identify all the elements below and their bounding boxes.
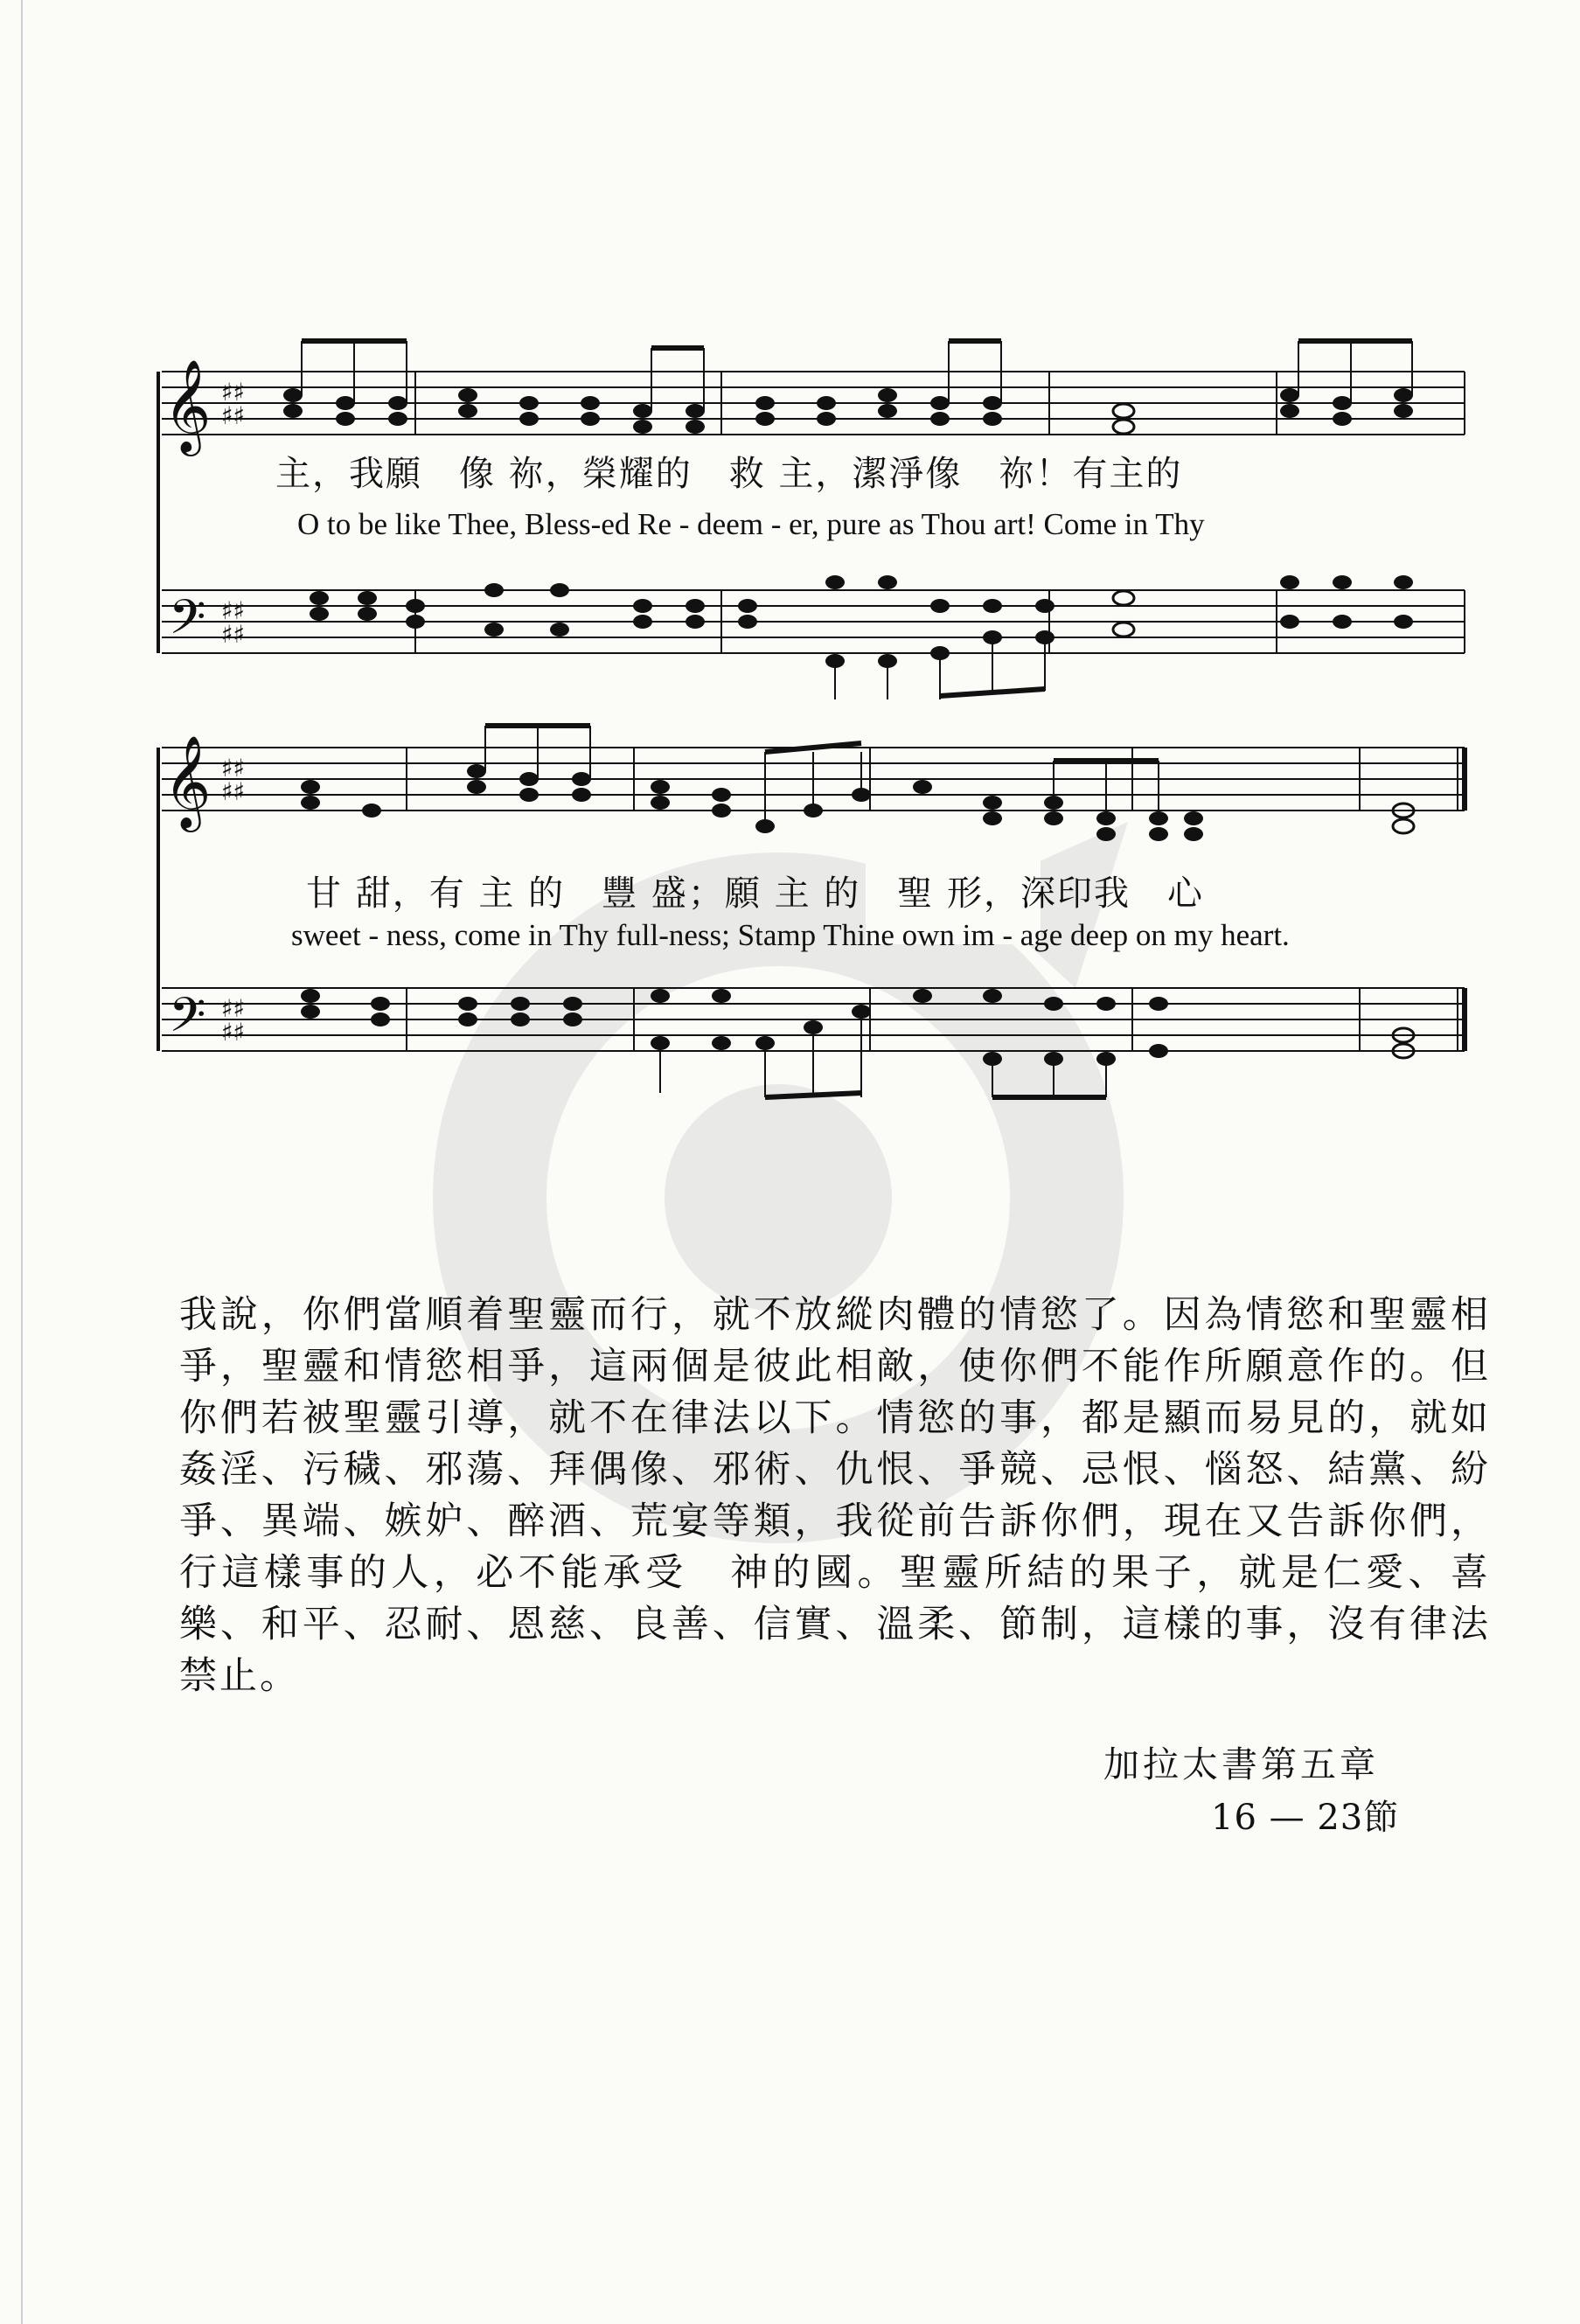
svg-text:♯♯: ♯♯ xyxy=(221,401,246,430)
svg-text:♯♯: ♯♯ xyxy=(221,620,246,649)
scripture-reference-verses: 16 — 23節 xyxy=(1211,1798,1400,1838)
svg-text:♯♯: ♯♯ xyxy=(221,754,246,783)
page-edge-line xyxy=(21,0,23,2324)
hymn-system-2 xyxy=(153,708,1473,1119)
svg-text:𝄢: 𝄢 xyxy=(169,987,206,1054)
svg-text:𝄢: 𝄢 xyxy=(169,589,206,657)
svg-text:♯♯: ♯♯ xyxy=(221,596,246,625)
hymn-staff-system-1 xyxy=(153,289,1473,708)
svg-text:𝄞: 𝄞 xyxy=(164,358,212,452)
scripture-passage: 我說，你們當順着聖靈而行，就不放縱肉體的情慾了。因為情慾和聖靈相爭，聖靈和情慾相爭，這兩個是彼此相敵，使你們不能作所願意作的。但你們若被聖靈引導，就不在律法以下。情慾的事，都是顯而易見的，就如姦淫、污穢、邪蕩、拜偶像、邪術、仇恨、爭競、忌恨、惱怒、結黨、紛爭、異端、嫉妒、醉酒、荒宴等類，我從前告訴你們，現在又告訴你們，行這樣事的人，必不能承受 神的國。聖靈所結的果子，就是仁愛、喜樂、和平、忍耐、恩慈、良善、信實、溫柔、節制，這樣的事，沒有律法禁止。 xyxy=(179,1293,1491,1698)
svg-text:♯♯: ♯♯ xyxy=(221,378,246,407)
svg-text:♯♯: ♯♯ xyxy=(221,1018,246,1047)
scripture-reference-book: 加拉太書第五章 xyxy=(1103,1743,1379,1785)
lyrics-english-line-2: sweet - ness, come in Thy full-ness; Stamp Thine own im - age deep on my heart. xyxy=(291,918,1290,952)
lyrics-chinese-line-2: 甘 甜，有 主 的 豐 盛；願 主 的 聖 形，深印我 心 xyxy=(306,873,1205,914)
svg-text:♯♯: ♯♯ xyxy=(221,777,246,806)
svg-text:𝄞: 𝄞 xyxy=(164,734,212,828)
lyrics-english-line-1: O to be like Thee, Bless-ed Re - deem - er, pure as Thou art! Come in Thy xyxy=(297,507,1205,541)
svg-text:♯♯: ♯♯ xyxy=(221,994,246,1023)
lyrics-chinese-line-1: 主，我願 像 祢，榮耀的 救 主，潔淨像 祢！有主的 xyxy=(275,454,1183,494)
